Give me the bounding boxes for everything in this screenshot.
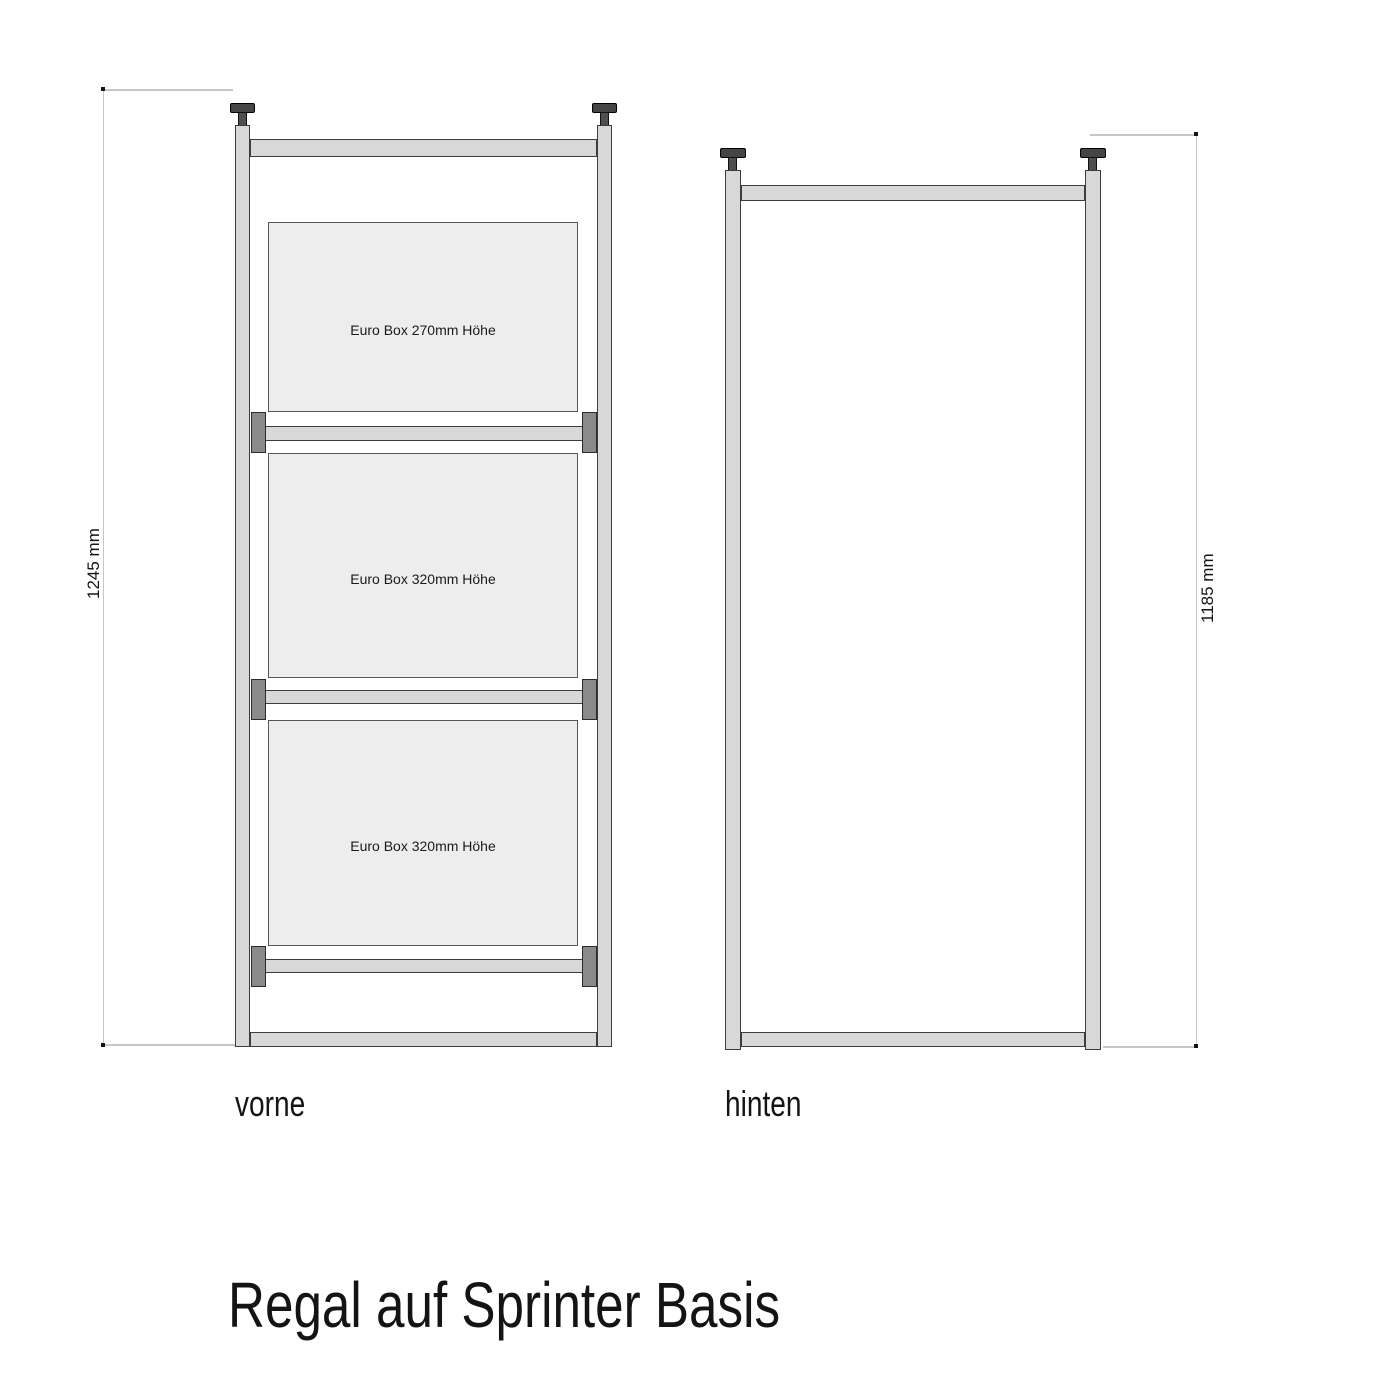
front-view-caption: vorne [235,1083,306,1124]
clamp-knob-stem-icon [238,112,247,126]
back-left-post [725,170,741,1050]
back-bottom-rail [741,1032,1085,1047]
dimension-tick-icon [101,87,105,91]
front-extension-line-top [103,89,233,91]
front-left-post [235,125,250,1047]
clamp-knob-stem-icon [1088,157,1097,171]
euro-box-3 [268,720,578,946]
shelf-bracket-icon [582,412,597,453]
euro-box-3-label: Euro Box 320mm Höhe [350,838,496,854]
dimension-tick-icon [101,1043,105,1047]
shelf-bracket-icon [251,679,266,720]
front-dimension-label: 1245 mm [84,528,103,599]
euro-box-2 [268,453,578,678]
shelf-bracket-icon [582,679,597,720]
euro-box-2-label: Euro Box 320mm Höhe [350,570,496,587]
front-right-post [597,125,612,1047]
back-right-post [1085,170,1101,1050]
euro-box-1 [268,222,578,412]
back-dimension-label: 1185 mm [1198,553,1217,623]
clamp-knob-stem-icon [728,157,737,171]
shelf-bracket-icon [251,946,266,987]
back-top-rail [741,185,1085,201]
back-extension-line-bottom [1103,1046,1196,1048]
shelf-bracket-icon [582,946,597,987]
dimension-tick-icon [1194,1044,1198,1048]
front-shelf-rail-1 [258,426,589,441]
drawing-title: Regal auf Sprinter Basis [228,1269,781,1341]
back-extension-line-top [1090,134,1196,136]
back-view-caption: hinten [725,1083,802,1124]
shelf-bracket-icon [251,412,266,453]
euro-box-1-label: Euro Box 270mm Höhe [350,322,496,338]
front-bottom-rail [250,1032,597,1047]
front-extension-line-bottom [103,1044,235,1046]
dimension-tick-icon [1194,132,1198,136]
back-dimension-line [1196,134,1198,1048]
clamp-knob-stem-icon [600,112,609,126]
front-shelf-rail-2 [258,690,589,704]
front-shelf-rail-3 [258,959,589,973]
front-top-rail [250,139,597,157]
